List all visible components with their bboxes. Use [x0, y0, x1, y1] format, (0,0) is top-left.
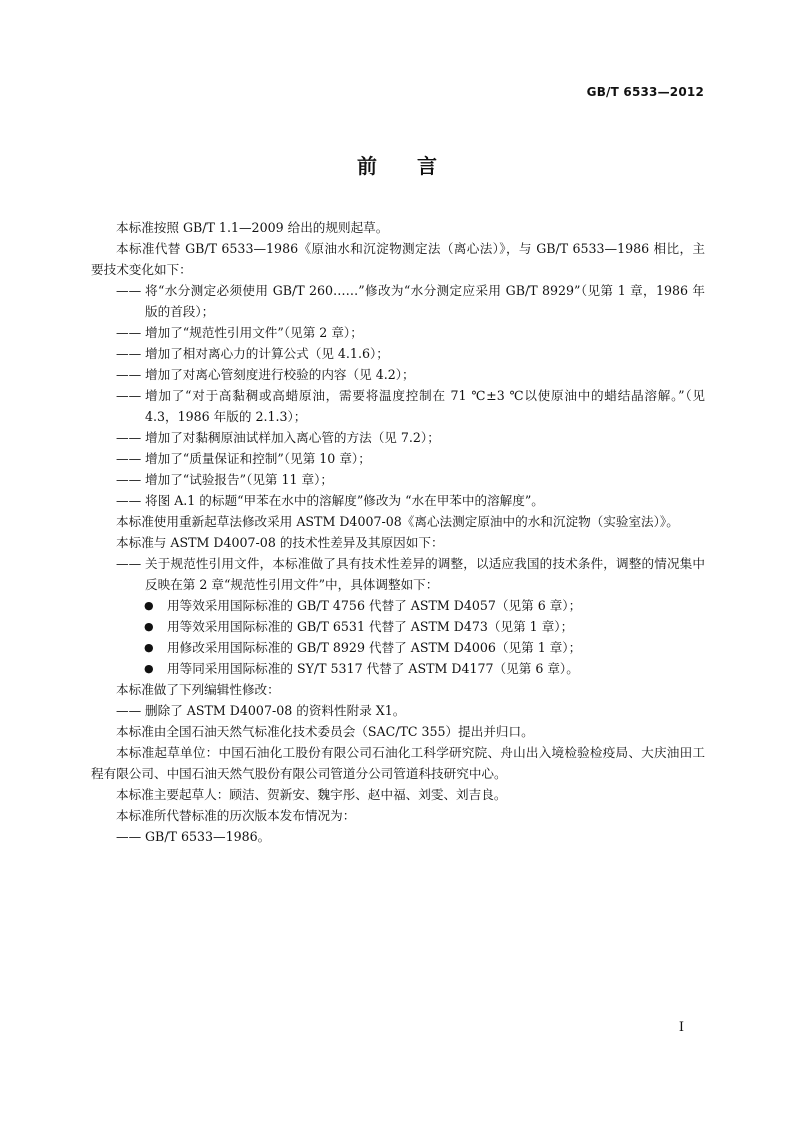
dash-marker: ——	[116, 472, 142, 487]
history-item	[91, 826, 705, 847]
bullet-item	[91, 637, 705, 658]
change-item	[91, 364, 705, 385]
dash-marker: ——	[116, 325, 142, 340]
paragraph-drafters: 本标准主要起草人：顾洁、贺新安、魏宇彤、赵中福、刘雯、刘吉良。	[116, 787, 507, 802]
dash-marker: ——	[116, 829, 142, 844]
change-item-text: 将图 A.1 的标题“甲苯在水中的溶解度”修改为 “水在甲苯中的溶解度”。	[145, 493, 544, 508]
dash-marker: ——	[116, 283, 142, 298]
change-item	[91, 490, 705, 511]
dash-marker: ——	[116, 388, 142, 403]
change-item	[91, 280, 705, 322]
change-item-text: 增加了“对于高黏稠或高蜡原油，需要将温度控制在 71 ℃±3 ℃以使原油中的蜡结晶溶解。”（见 4.3，1986 年版的 2.1.3）；	[145, 388, 705, 424]
paragraph-proposed-by: 本标准由全国石油天然气标准化技术委员会（SAC/TC 355）提出并归口。	[116, 724, 534, 739]
standard-code-header: GB/T 6533—2012	[586, 85, 704, 99]
bullet-item-text: 用等效采用国际标准的 GB/T 6531 代替了 ASTM D473（见第 1 章）；	[167, 619, 574, 634]
dash-marker: ——	[116, 367, 142, 382]
paragraph-differences: 本标准与 ASTM D4007-08 的技术性差异及其原因如下：	[116, 535, 444, 550]
bullet-icon: ●	[144, 599, 154, 612]
change-item-text: 增加了“质量保证和控制”（见第 10 章）；	[145, 451, 371, 466]
bullet-item-text: 用等效采用国际标准的 GB/T 4756 代替了 ASTM D4057（见第 6 章）；	[167, 598, 582, 613]
bullet-item	[91, 658, 705, 679]
document-body	[91, 217, 705, 847]
change-item-text: 增加了对黏稠原油试样加入离心管的方法（见 7.2）；	[145, 430, 440, 445]
change-item	[91, 343, 705, 364]
dash-marker: ——	[116, 556, 142, 571]
change-item	[91, 469, 705, 490]
change-item-text: 增加了“试验报告”（见第 11 章）；	[145, 472, 334, 487]
dash-marker: ——	[116, 703, 142, 718]
dash-marker: ——	[116, 493, 142, 508]
paragraph-replaces: 本标准代替 GB/T 6533—1986《原油水和沉淀物测定法（离心法）》，与 GB/T 6533—1986 相比，主要技术变化如下：	[91, 241, 705, 277]
dash-marker: ——	[116, 430, 142, 445]
page-number: I	[678, 1020, 684, 1035]
change-item-text: 增加了对离心管刻度进行校验的内容（见 4.2）；	[145, 367, 415, 382]
dash-marker: ——	[116, 451, 142, 466]
paragraph-history: 本标准所代替标准的历次版本发布情况为：	[116, 808, 356, 823]
paragraph-drafting-units: 本标准起草单位：中国石油化工股份有限公司石油化工科学研究院、舟山出入境检验检疫局、大庆油田工程有限公司、中国石油天然气股份有限公司管道分公司管道科技研究中心。	[91, 745, 705, 781]
change-item	[91, 385, 705, 427]
change-item-text: 增加了相对离心力的计算公式（见 4.1.6）；	[145, 346, 389, 361]
difference-item-text: 关于规范性引用文件，本标准做了具有技术性差异的调整，以适应我国的技术条件，调整的情况集中反映在第 2 章“规范性引用文件”中，具体调整如下：	[145, 556, 705, 592]
bullet-icon: ●	[144, 662, 154, 675]
difference-item	[91, 553, 705, 595]
editorial-item	[91, 700, 705, 721]
bullet-icon: ●	[144, 620, 154, 633]
paragraph-adoption: 本标准使用重新起草法修改采用 ASTM D4007-08《离心法测定原油中的水和沉淀物（实验室法）》。	[116, 514, 679, 529]
paragraph-drafting-rules: 本标准按照 GB/T 1.1—2009 给出的规则起草。	[116, 220, 389, 235]
history-item-text: GB/T 6533—1986。	[145, 829, 271, 844]
change-item-text: 将“水分测定必须使用 GB/T 260……”修改为“水分测定应采用 GB/T 8929”（见第 1 章，1986 年版的首段）；	[145, 283, 705, 319]
bullet-icon: ●	[144, 641, 154, 654]
bullet-item	[91, 616, 705, 637]
change-item	[91, 427, 705, 448]
change-item	[91, 448, 705, 469]
bullet-item-text: 用等同采用国际标准的 SY/T 5317 代替了 ASTM D4177（见第 6 章）。	[167, 661, 579, 676]
change-item	[91, 322, 705, 343]
dash-marker: ——	[116, 346, 142, 361]
editorial-item-text: 删除了 ASTM D4007-08 的资料性附录 X1。	[145, 703, 406, 718]
bullet-item	[91, 595, 705, 616]
page-title: 前言	[357, 154, 477, 178]
paragraph-editorial: 本标准做了下列编辑性修改：	[116, 682, 280, 697]
bullet-item-text: 用修改采用国际标准的 GB/T 8929 代替了 ASTM D4006（见第 1 章）；	[167, 640, 582, 655]
change-item-text: 增加了“规范性引用文件”（见第 2 章）；	[145, 325, 363, 340]
